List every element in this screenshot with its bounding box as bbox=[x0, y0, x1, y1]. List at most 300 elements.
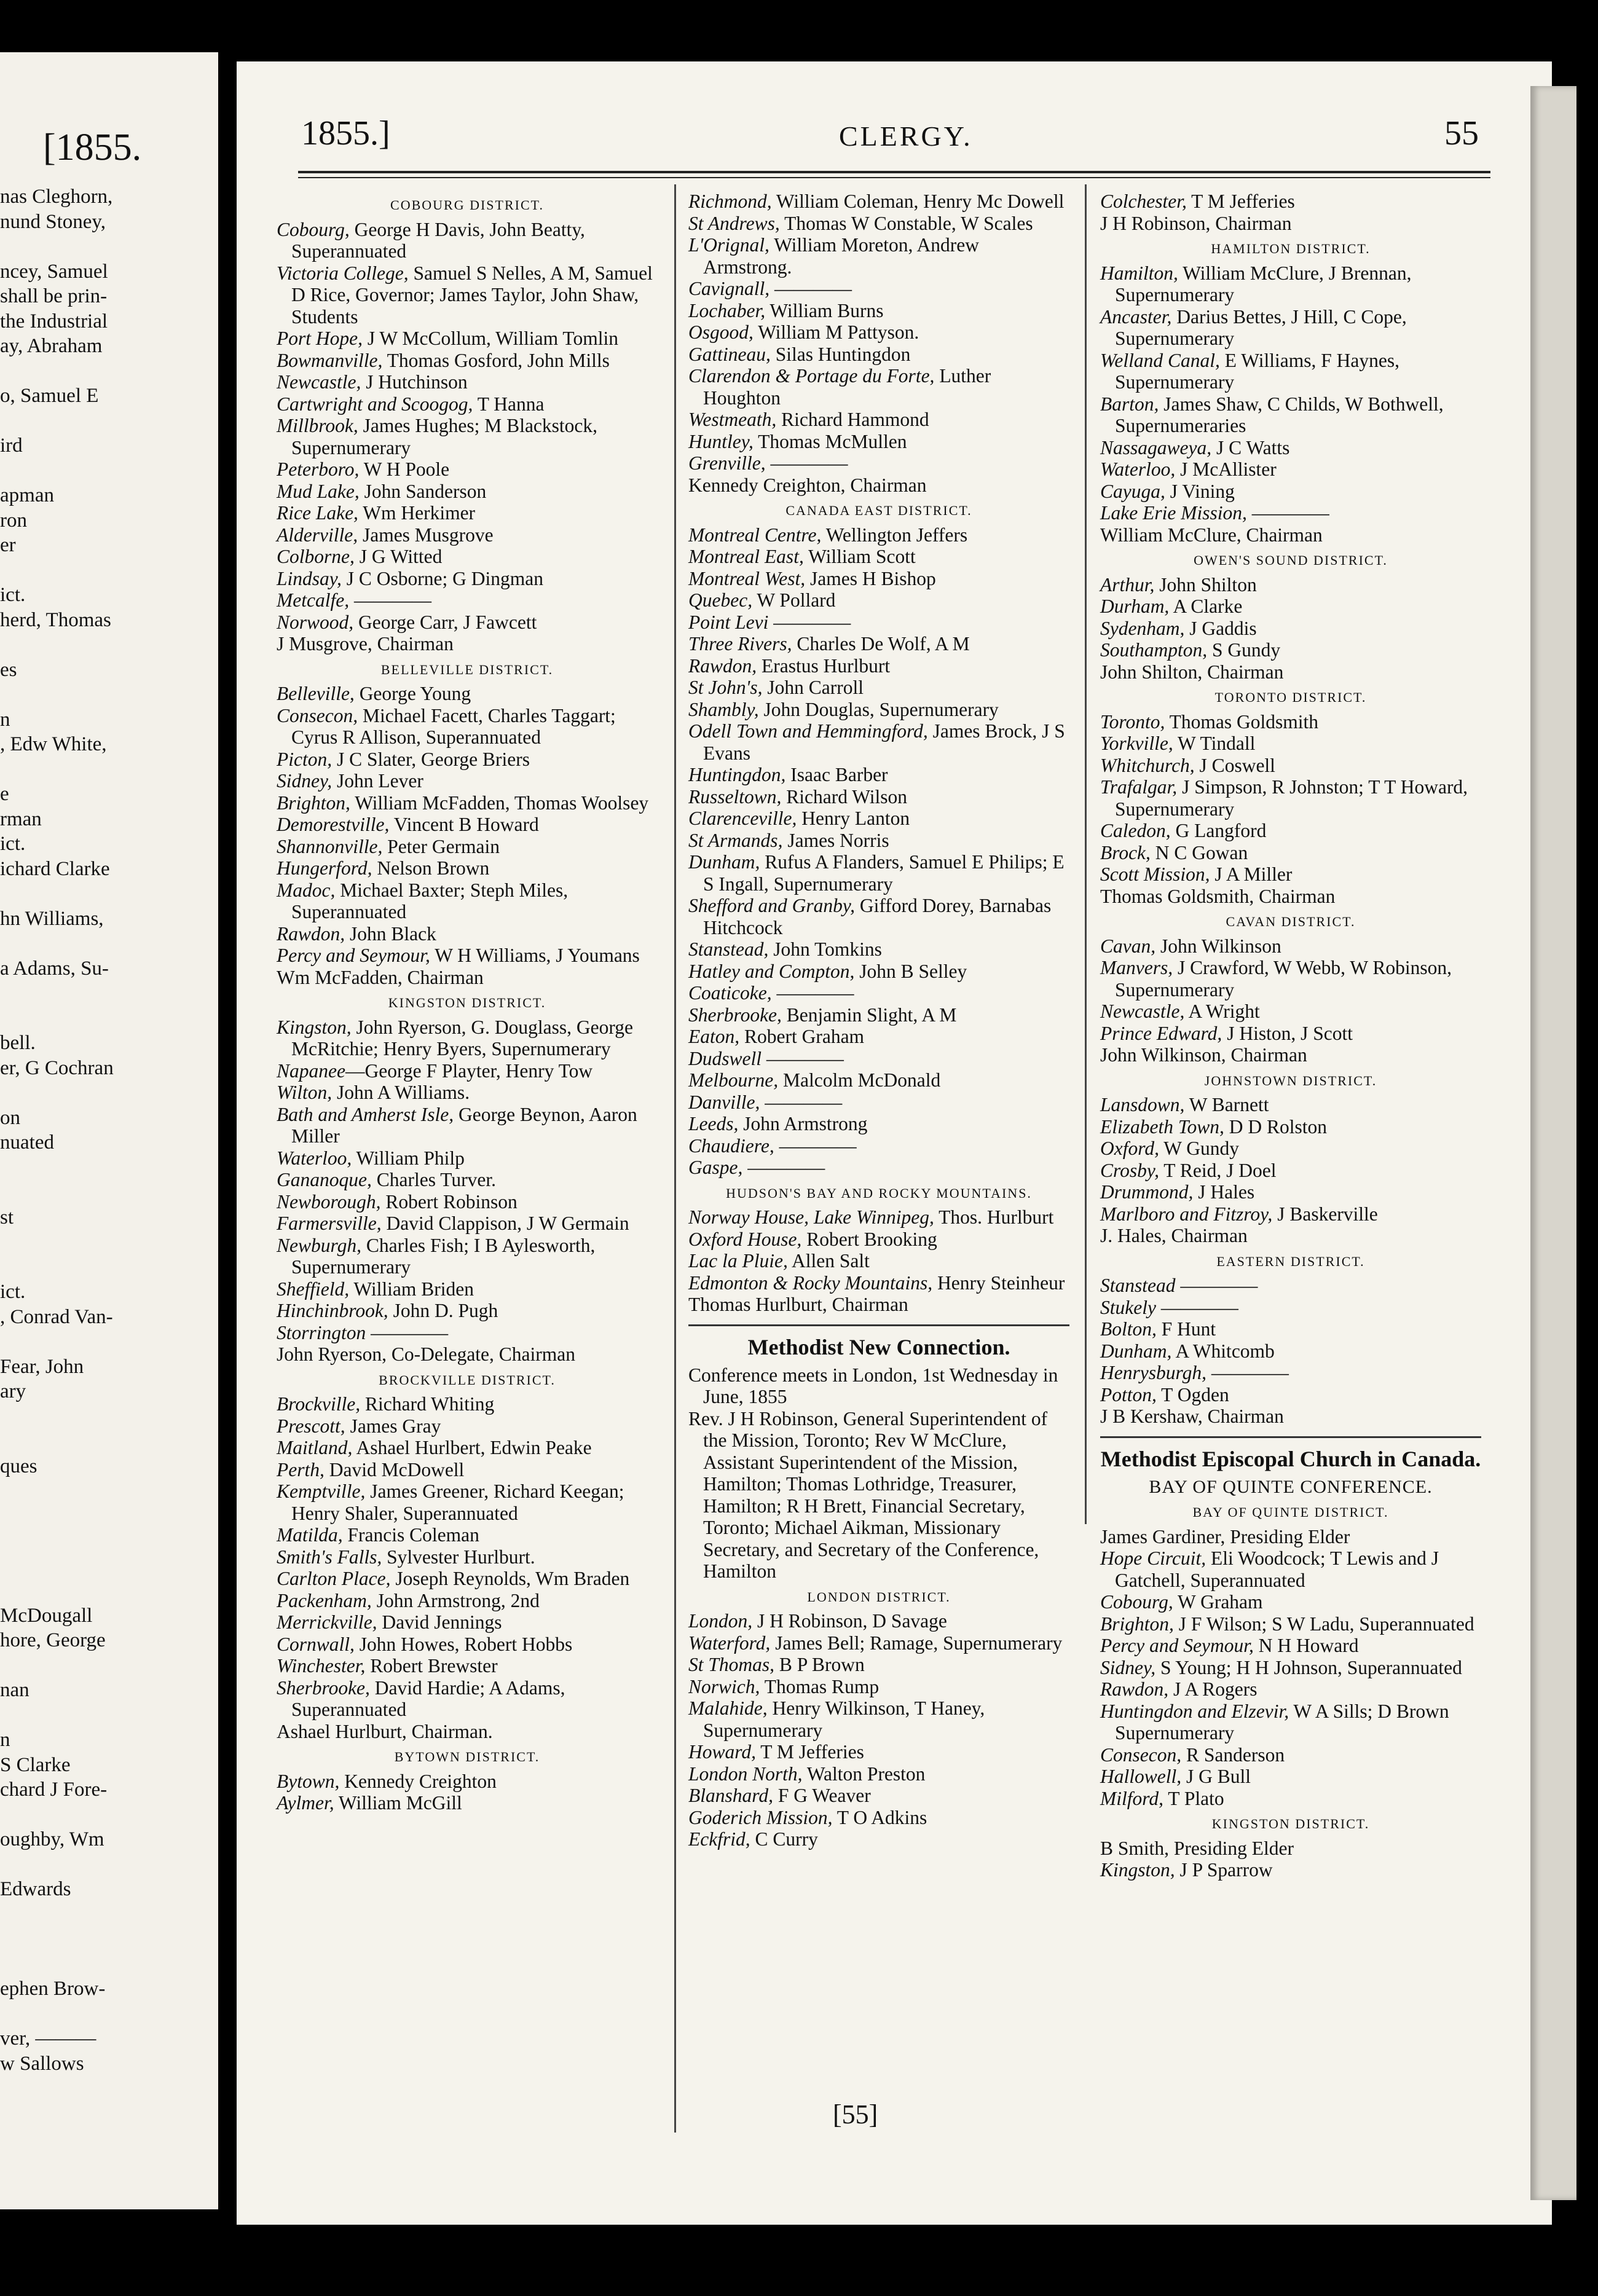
circuit-entry bbox=[277, 1082, 658, 1104]
circuit-name: Newburgh, bbox=[277, 1234, 361, 1256]
minister-names: John Wilkinson bbox=[1155, 935, 1281, 957]
circuit-entry bbox=[1100, 1766, 1481, 1788]
page-edge bbox=[1530, 86, 1576, 2200]
column-3 bbox=[1100, 191, 1481, 1881]
minister-names: Walton Preston bbox=[802, 1763, 926, 1785]
circuit-entry bbox=[277, 481, 658, 503]
minister-names: J C Slater, George Briers bbox=[332, 748, 530, 770]
circuit-name: St Armands, bbox=[688, 829, 783, 851]
district-heading: BYTOWN DISTRICT. bbox=[394, 1749, 540, 1764]
district-heading: LONDON DISTRICT. bbox=[807, 1589, 951, 1605]
minister-names: R Sanderson bbox=[1181, 1744, 1285, 1766]
minister-names: William Scott bbox=[803, 546, 916, 567]
circuit-entry bbox=[1100, 820, 1481, 842]
minister-names: John Lever bbox=[332, 770, 423, 792]
circuit-name: Norwich, bbox=[688, 1675, 760, 1697]
circuit-entry bbox=[1100, 596, 1481, 618]
minister-names: John Black bbox=[345, 922, 436, 945]
circuit-name: Sidney, bbox=[277, 770, 333, 792]
minister-names: E Williams, F Haynes, Supernumerary bbox=[1115, 349, 1399, 393]
minister-names: W Barnett bbox=[1184, 1094, 1269, 1115]
circuit-entry bbox=[277, 458, 658, 481]
circuit-entry bbox=[1100, 1181, 1481, 1203]
left-page-line: ict. bbox=[0, 584, 26, 606]
minister-names: J Hales bbox=[1193, 1181, 1255, 1203]
circuit-entry bbox=[688, 1610, 1069, 1632]
circuit-name: Norwood, bbox=[277, 611, 354, 633]
left-page-line: ephen Brow- bbox=[0, 1978, 106, 2000]
left-page-line: ict. bbox=[0, 1281, 26, 1303]
circuit-name: Whitchurch, bbox=[1100, 754, 1195, 776]
minister-names: Rufus A Flanders, Samuel E Philips; E S Ingall, Supernumerary bbox=[703, 851, 1065, 895]
circuit-entry bbox=[277, 524, 658, 546]
minister-names: John Carroll bbox=[762, 677, 864, 698]
circuit-name: Victoria College, bbox=[277, 262, 409, 284]
minister-names: James H Bishop bbox=[805, 567, 936, 589]
minister-names: William Burns bbox=[765, 299, 884, 321]
minister-names: W H Poole bbox=[359, 458, 450, 480]
circuit-entry bbox=[688, 1632, 1069, 1654]
circuit-name: Rawdon, bbox=[1100, 1678, 1169, 1700]
circuit-name: Hamilton, bbox=[1100, 262, 1178, 284]
minister-names: George Young bbox=[354, 683, 471, 704]
minister-names: James Hughes; M Blackstock, Supernumerary bbox=[291, 415, 598, 458]
circuit-entry bbox=[688, 1654, 1069, 1676]
left-page-line: apman bbox=[0, 484, 54, 506]
minister-names: Nelson Brown bbox=[372, 857, 490, 879]
minister-names: J P Sparrow bbox=[1175, 1859, 1273, 1881]
minister-names: Robert Graham bbox=[739, 1026, 865, 1047]
column-2 bbox=[688, 191, 1069, 1850]
circuit-entry bbox=[1100, 1744, 1481, 1766]
circuit-entry bbox=[1100, 935, 1481, 957]
circuit-name: Bolton, bbox=[1100, 1318, 1157, 1340]
circuit-name: Cobourg, bbox=[277, 218, 350, 240]
circuit-entry bbox=[277, 857, 658, 879]
circuit-entry bbox=[1100, 776, 1481, 820]
left-page-line: er, G Cochran bbox=[0, 1056, 114, 1079]
minister-names: George Beynon, Aaron Miller bbox=[291, 1103, 637, 1147]
left-page-line: ary bbox=[0, 1380, 26, 1402]
circuit-entry bbox=[1100, 502, 1481, 524]
left-page-line: n bbox=[0, 1729, 10, 1751]
circuit-name: Durham, bbox=[1100, 596, 1170, 617]
circuit-entry bbox=[277, 415, 658, 458]
left-page-line: w Sallows bbox=[0, 2052, 84, 2075]
circuit-entry bbox=[688, 1048, 1069, 1070]
circuit-name: Kingston, bbox=[277, 1016, 352, 1038]
circuit-name: Maitland, bbox=[277, 1437, 353, 1458]
minister-names: Charles De Wolf, A M bbox=[792, 633, 970, 655]
circuit-entry bbox=[277, 1792, 658, 1814]
minister-names: William Coleman, Henry Mc Dowell bbox=[771, 191, 1065, 212]
circuit-name: Rawdon, bbox=[277, 922, 345, 945]
left-page-line: ichard Clarke bbox=[0, 857, 110, 880]
circuit-entry bbox=[688, 1741, 1069, 1763]
circuit-entry bbox=[277, 1322, 658, 1344]
circuit-entry bbox=[1100, 1657, 1481, 1679]
minister-names: Wellington Jeffers bbox=[821, 524, 968, 546]
minister-names: J Coswell bbox=[1194, 754, 1275, 776]
circuit-entry bbox=[277, 836, 658, 858]
circuit-entry bbox=[688, 321, 1069, 344]
circuit-name: Sherbrooke, bbox=[688, 1004, 782, 1026]
circuit-name: Stanstead bbox=[1100, 1275, 1176, 1296]
minister-names: Wm Herkimer bbox=[358, 502, 476, 524]
circuit-name: Potton, bbox=[1100, 1383, 1157, 1406]
circuit-entry bbox=[1100, 957, 1481, 1001]
circuit-name: Newcastle, bbox=[1100, 1001, 1185, 1022]
minister-names: Henry Lanton bbox=[797, 808, 910, 829]
chairman-line: B Smith, Presiding Elder bbox=[1100, 1837, 1294, 1859]
circuit-name: Manvers, bbox=[1100, 957, 1173, 978]
minister-names: Gifford Dorey, Barnabas Hitchcock bbox=[703, 895, 1052, 938]
circuit-name: Chaudiere, bbox=[688, 1134, 774, 1157]
circuit-name: Metcalfe, bbox=[277, 589, 350, 611]
minister-names: Ashael Hurlbert, Edwin Peake bbox=[352, 1437, 592, 1458]
minister-names: J H Robinson, D Savage bbox=[752, 1610, 947, 1632]
circuit-name: Sherbrooke, bbox=[277, 1677, 370, 1699]
circuit-name: Norway House, Lake Winnipeg, bbox=[688, 1206, 934, 1228]
circuit-name: Storrington bbox=[277, 1321, 366, 1343]
minister-names: George Carr, J Fawcett bbox=[353, 611, 537, 633]
left-page-line: McDougall bbox=[0, 1604, 93, 1627]
district-heading: OWEN'S SOUND DISTRICT. bbox=[1194, 552, 1388, 568]
circuit-name: Peterboro, bbox=[277, 458, 360, 480]
circuit-entry bbox=[688, 1113, 1069, 1135]
circuit-entry bbox=[277, 1655, 658, 1677]
circuit-entry bbox=[277, 749, 658, 771]
chairman-line: Thomas Goldsmith, Chairman bbox=[1100, 885, 1336, 907]
district-heading: TORONTO DISTRICT. bbox=[1214, 690, 1367, 705]
circuit-entry bbox=[277, 350, 658, 372]
minister-names: T Ogden bbox=[1156, 1383, 1229, 1406]
circuit-name: Matilda, bbox=[277, 1524, 343, 1546]
circuit-name: Sydenham, bbox=[1100, 617, 1185, 639]
circuit-name: Toronto, bbox=[1100, 710, 1165, 733]
circuit-name: Odell Town and Hemmingford, bbox=[688, 720, 928, 742]
chairman-line: John Ryerson, Co-Delegate, Chairman bbox=[277, 1343, 576, 1365]
circuit-entry bbox=[688, 589, 1069, 611]
left-page-line: nuated bbox=[0, 1131, 54, 1154]
minister-names: J A Rogers bbox=[1168, 1678, 1258, 1700]
left-page-year: [1855. bbox=[43, 127, 142, 168]
circuit-entry bbox=[1100, 1384, 1481, 1406]
circuit-name: Nassagaweya, bbox=[1100, 436, 1212, 458]
circuit-entry bbox=[277, 1568, 658, 1590]
circuit-name: London, bbox=[688, 1610, 753, 1632]
circuit-name: Huntley, bbox=[688, 430, 754, 452]
minister-names: ———— bbox=[760, 1091, 843, 1113]
circuit-entry bbox=[688, 1828, 1069, 1850]
circuit-name: Consecon, bbox=[1100, 1744, 1182, 1766]
left-page-line: , Edw White, bbox=[0, 733, 107, 755]
circuit-name: Edmonton & Rocky Mountains, bbox=[688, 1272, 933, 1294]
minister-names: Richard Whiting bbox=[360, 1393, 495, 1415]
circuit-entry bbox=[277, 1437, 658, 1459]
circuit-name: Hope Circuit, bbox=[1100, 1547, 1206, 1569]
circuit-entry bbox=[1100, 1613, 1481, 1635]
circuit-name: Brock, bbox=[1100, 841, 1151, 863]
circuit-name: Oxford, bbox=[1100, 1138, 1159, 1159]
circuit-entry bbox=[277, 792, 658, 814]
circuit-entry bbox=[277, 371, 658, 393]
circuit-entry bbox=[688, 808, 1069, 830]
minister-names: James Shaw, C Childs, W Bothwell, Supernumeraries bbox=[1115, 393, 1444, 436]
circuit-entry bbox=[688, 1091, 1069, 1114]
circuit-entry bbox=[688, 546, 1069, 568]
left-page-line: nas Cleghorn, bbox=[0, 186, 113, 208]
chairman-line: Wm McFadden, Chairman bbox=[277, 966, 484, 988]
minister-names: Erastus Hurlburt bbox=[757, 655, 891, 677]
circuit-entry bbox=[688, 938, 1069, 961]
circuit-entry bbox=[688, 213, 1069, 235]
minister-names: J Gaddis bbox=[1184, 617, 1257, 639]
circuit-entry bbox=[1100, 1635, 1481, 1657]
circuit-name: Kingston, bbox=[1100, 1859, 1175, 1881]
minister-names: W Pollard bbox=[752, 589, 836, 611]
circuit-entry bbox=[688, 1697, 1069, 1741]
minister-names: ———— bbox=[771, 982, 854, 1004]
circuit-entry bbox=[1100, 1203, 1481, 1225]
minister-names: ———— bbox=[769, 278, 852, 299]
column-divider bbox=[1085, 184, 1087, 1524]
circuit-entry bbox=[1100, 711, 1481, 733]
minister-names: Henry Steinheur bbox=[932, 1272, 1065, 1294]
circuit-entry bbox=[1100, 1318, 1481, 1340]
circuit-entry bbox=[688, 300, 1069, 322]
circuit-name: Dunham, bbox=[688, 851, 760, 873]
circuit-name: Cartwright and Scoogog, bbox=[277, 393, 473, 415]
page-title: CLERGY. bbox=[839, 120, 973, 152]
circuit-name: Lindsay, bbox=[277, 567, 342, 589]
circuit-entry bbox=[688, 1157, 1069, 1179]
district-heading: CANADA EAST DISTRICT. bbox=[785, 503, 972, 518]
circuit-name: Crosby, bbox=[1100, 1159, 1159, 1181]
left-page-line: bell. bbox=[0, 1032, 36, 1054]
minister-names: John B Selley bbox=[854, 960, 967, 982]
column-1 bbox=[277, 191, 658, 1814]
circuit-name: Montreal East, bbox=[688, 546, 804, 567]
circuit-entry bbox=[277, 879, 658, 923]
circuit-name: Cayuga, bbox=[1100, 480, 1165, 502]
circuit-name: Kemptville, bbox=[277, 1480, 366, 1502]
circuit-name: Clarendon & Portage du Forte, bbox=[688, 365, 935, 387]
minister-names: A Whitcomb bbox=[1171, 1340, 1275, 1362]
circuit-name: Osgood, bbox=[688, 321, 754, 343]
minister-names: John Tomkins bbox=[768, 938, 882, 960]
circuit-entry bbox=[1100, 1001, 1481, 1023]
minister-names: Michael Baxter; Steph Miles, Superannuated bbox=[291, 879, 569, 922]
circuit-entry bbox=[688, 1807, 1069, 1829]
minister-names: Luther Houghton bbox=[703, 365, 991, 409]
circuit-entry bbox=[277, 502, 658, 524]
minister-names: James Brock, J S Evans bbox=[703, 720, 1065, 764]
circuit-entry bbox=[688, 655, 1069, 677]
circuit-name: Quebec, bbox=[688, 589, 753, 611]
left-page-line: chard J Fore- bbox=[0, 1779, 108, 1801]
page-year: 1855.] bbox=[301, 114, 390, 152]
circuit-entry bbox=[1100, 1859, 1481, 1881]
circuit-name: Grenville, bbox=[688, 452, 766, 474]
circuit-name: Yorkville, bbox=[1100, 733, 1173, 754]
left-page-line: oughby, Wm bbox=[0, 1828, 104, 1850]
minister-names: James Musgrove bbox=[358, 524, 494, 546]
circuit-entry bbox=[688, 1135, 1069, 1157]
minister-names: John Armstrong, 2nd bbox=[371, 1589, 540, 1611]
minister-names: John Ryerson, G. Douglass, George McRitchie; Henry Byers, Supernumerary bbox=[291, 1016, 634, 1060]
chairman-line: J H Robinson, Chairman bbox=[1100, 212, 1292, 234]
minister-names: Allen Salt bbox=[787, 1250, 870, 1272]
minister-names: ———— bbox=[1155, 1296, 1238, 1318]
circuit-entry bbox=[277, 1590, 658, 1612]
circuit-name: Marlboro and Fitzroy, bbox=[1100, 1203, 1273, 1225]
minister-names: J G Bull bbox=[1181, 1766, 1251, 1787]
minister-names: Benjamin Slight, A M bbox=[781, 1004, 957, 1026]
circuit-name: Newborough, bbox=[277, 1190, 381, 1213]
minister-names: ———— bbox=[1175, 1275, 1258, 1296]
circuit-entry bbox=[277, 262, 658, 328]
circuit-entry bbox=[688, 1206, 1069, 1229]
circuit-entry bbox=[1100, 1138, 1481, 1160]
minister-names: David Clappison, J W Germain bbox=[381, 1213, 629, 1234]
circuit-name: St John's, bbox=[688, 677, 763, 698]
chairman-line: J. Hales, Chairman bbox=[1100, 1225, 1248, 1246]
circuit-entry bbox=[688, 1272, 1069, 1294]
minister-names: ———— bbox=[349, 589, 431, 611]
district-heading: EASTERN DISTRICT. bbox=[1216, 1253, 1365, 1269]
circuit-entry bbox=[277, 1016, 658, 1060]
circuit-name: Waterford, bbox=[688, 1632, 771, 1654]
circuit-name: Aylmer, bbox=[277, 1792, 334, 1814]
circuit-entry bbox=[277, 1213, 658, 1235]
minister-names: David Hardie; A Adams, Superannuated bbox=[291, 1677, 565, 1720]
circuit-name: Colchester, bbox=[1100, 191, 1187, 212]
left-page-line: , Conrad Van- bbox=[0, 1305, 113, 1328]
circuit-entry bbox=[688, 1026, 1069, 1048]
circuit-entry bbox=[688, 344, 1069, 366]
circuit-entry bbox=[277, 1771, 658, 1793]
circuit-name: Coaticoke, bbox=[688, 982, 772, 1004]
circuit-name: Arthur, bbox=[1100, 573, 1155, 596]
minister-names: James Bell; Ramage, Supernumerary bbox=[770, 1632, 1063, 1654]
circuit-name: Clarenceville, bbox=[688, 808, 797, 829]
circuit-entry bbox=[688, 409, 1069, 431]
circuit-name: Southampton, bbox=[1100, 639, 1208, 661]
minister-names: ———— bbox=[774, 1134, 857, 1157]
circuit-name: Bytown, bbox=[277, 1770, 340, 1792]
minister-names: ———— bbox=[366, 1321, 449, 1343]
circuit-name: Shefford and Granby, bbox=[688, 895, 855, 916]
minister-names: ———— bbox=[1246, 502, 1329, 524]
minister-names: James Gray bbox=[345, 1415, 441, 1437]
circuit-entry bbox=[688, 452, 1069, 474]
circuit-name: Picton, bbox=[277, 748, 333, 770]
minister-names: J G Witted bbox=[354, 546, 443, 567]
district-heading: BELLEVILLE DISTRICT. bbox=[380, 661, 554, 677]
minister-names: J Crawford, W Webb, W Robinson, Supernumerary bbox=[1115, 957, 1452, 1001]
circuit-name: Lake Erie Mission, bbox=[1100, 502, 1247, 524]
circuit-entry bbox=[688, 1785, 1069, 1807]
left-page-line: hore, George bbox=[0, 1629, 106, 1651]
circuit-name: Russeltown, bbox=[688, 785, 782, 808]
circuit-name: Percy and Seymour, bbox=[1100, 1635, 1254, 1656]
minister-names: ———— bbox=[762, 1047, 844, 1069]
circuit-name: Millbrook, bbox=[277, 415, 358, 436]
section-heading: Methodist Episcopal Church in Canada. bbox=[1100, 1446, 1481, 1471]
circuit-name: Cobourg, bbox=[1100, 1591, 1173, 1613]
circuit-name: Perth, bbox=[277, 1458, 325, 1480]
circuit-entry bbox=[1100, 1275, 1481, 1297]
minister-names: Charles Fish; I B Aylesworth, Supernumerary bbox=[291, 1234, 596, 1278]
circuit-name: Huntingdon, bbox=[688, 764, 786, 785]
minister-names: Conference meets in London, 1st Wednesday in June, 1855 bbox=[688, 1364, 1058, 1407]
circuit-entry bbox=[1100, 1023, 1481, 1045]
circuit-entry bbox=[277, 1459, 658, 1481]
minister-names: Thomas Gosford, John Mills bbox=[382, 349, 610, 371]
minister-names: J Baskerville bbox=[1272, 1203, 1378, 1225]
chairman-line: James Gardiner, Presiding Elder bbox=[1100, 1525, 1350, 1547]
circuit-entry bbox=[688, 524, 1069, 546]
district-heading: BAY OF QUINTE DISTRICT. bbox=[1192, 1504, 1389, 1520]
minister-names: C Curry bbox=[750, 1828, 818, 1850]
circuit-name: Caledon, bbox=[1100, 820, 1171, 841]
circuit-name: Newcastle, bbox=[277, 371, 361, 393]
circuit-entry bbox=[277, 219, 658, 262]
circuit-name: Goderich Mission, bbox=[688, 1806, 833, 1828]
minister-names: John Howes, Robert Hobbs bbox=[354, 1633, 573, 1655]
district-heading: KINGSTON DISTRICT. bbox=[1211, 1816, 1370, 1831]
left-page-line: n bbox=[0, 708, 10, 731]
circuit-entry bbox=[688, 1408, 1069, 1582]
section-rule bbox=[688, 1324, 1069, 1326]
circuit-entry bbox=[1100, 755, 1481, 777]
circuit-entry bbox=[1100, 1678, 1481, 1700]
circuit-name: Shambly, bbox=[688, 698, 759, 720]
minister-names: Vincent B Howard bbox=[389, 814, 539, 835]
circuit-name: Gaspe, bbox=[688, 1157, 743, 1178]
circuit-entry bbox=[1100, 1340, 1481, 1362]
circuit-name: Richmond, bbox=[688, 191, 772, 212]
circuit-name: Waterloo, bbox=[1100, 458, 1176, 480]
circuit-name: Bath and Amherst Isle, bbox=[277, 1103, 454, 1125]
circuit-entry bbox=[688, 895, 1069, 938]
minister-names: William M Pattyson. bbox=[753, 321, 919, 343]
circuit-entry bbox=[688, 365, 1069, 409]
circuit-name: Danville, bbox=[688, 1091, 760, 1113]
circuit-name: Madoc, bbox=[277, 879, 336, 901]
circuit-name: Dudswell bbox=[688, 1047, 762, 1069]
circuit-name: Howard, bbox=[688, 1741, 756, 1763]
circuit-entry bbox=[277, 814, 658, 836]
header-rule bbox=[298, 171, 1490, 173]
left-page-line: ay, Abraham bbox=[0, 335, 103, 357]
circuit-name: Hatley and Compton, bbox=[688, 960, 855, 982]
circuit-entry bbox=[1100, 1547, 1481, 1591]
circuit-entry bbox=[688, 720, 1069, 764]
minister-names: N H Howard bbox=[1253, 1635, 1359, 1656]
minister-names: John Armstrong bbox=[738, 1113, 868, 1134]
left-page-line: ques bbox=[0, 1455, 37, 1477]
header-rule-thin bbox=[298, 177, 1490, 178]
circuit-name: Winchester, bbox=[277, 1655, 366, 1677]
minister-names: Samuel S Nelles, A M, Samuel D Rice, Governor; James Taylor, John Shaw, Students bbox=[291, 262, 653, 328]
circuit-name: Oxford House, bbox=[688, 1228, 802, 1250]
circuit-name: Milford, bbox=[1100, 1787, 1163, 1809]
left-page-line: a Adams, Su- bbox=[0, 957, 109, 980]
chairman-line: J B Kershaw, Chairman bbox=[1100, 1406, 1284, 1427]
circuit-entry bbox=[277, 1611, 658, 1634]
